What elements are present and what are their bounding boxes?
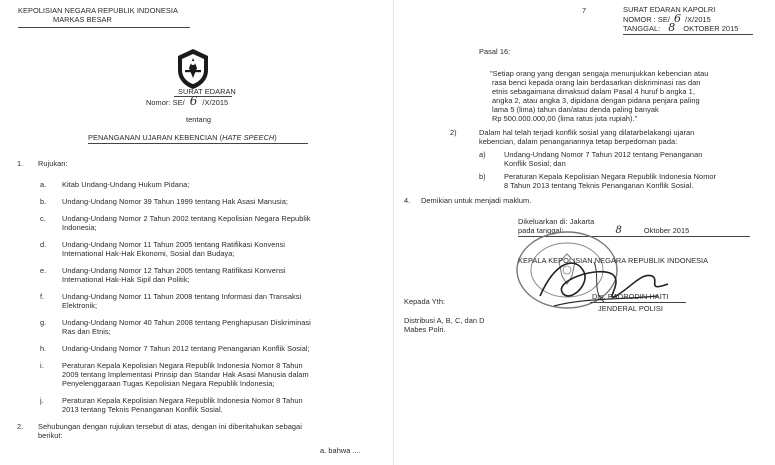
list-item: Penyelenggaraan Tugas Kepolisian Negara Republik Indonesia; [62,379,275,388]
list-item: 2013 tentang Teknis Penanganan Konflik Sosial. [62,405,223,414]
issued-day-handwritten: 8 [615,225,622,236]
list-item-letter: i. [40,361,44,370]
list-item: Undang-Undang Nomor 40 Tahun 2008 tentang Penghapusan Diskriminasi [62,318,311,327]
sign-institution: KEPALA KEPOLISIAN NEGARA REPUBLIK INDONESIA [518,256,709,265]
item4-number: 4. [404,196,411,205]
to-label: Kepada Yth: [404,297,446,306]
list-item: Elektronik; [62,301,98,310]
list-item: International Hak-Hak Ekonomi, Sosial dan Budaya; [62,249,235,258]
item4-text: Demikian untuk menjadi maklum. [421,196,532,205]
about-label: tentang [186,115,212,124]
item1-number: 1. [17,159,24,168]
sub-item-letter: b) [479,172,486,181]
header-underline [623,34,753,35]
issued-month-year: Oktober 2015 [643,226,690,235]
list-item-letter: h. [40,344,47,353]
distribution-line2: Mabes Polri. [404,325,446,334]
sub-item: 8 Tahun 2013 tentang Teknis Penanganan Konflik Sosial. [504,181,694,190]
item2-number: 2. [17,422,24,431]
list-item: Ras dan Etnis; [62,327,111,336]
doc-number [146,94,229,108]
pasal-title: Pasal 16: [479,47,511,56]
pasal-text: angka 2, atau angka 3, dipidana dengan pidana penjara paling [492,96,700,105]
sub-item: Konflik Sosial; dan [504,159,566,168]
doc-type: SURAT EDARAN [178,87,236,96]
header-date-suffix: OKTOBER 2015 [683,24,739,33]
item2-text: berikut: [38,431,63,440]
point-number: 2) [450,128,457,137]
point-text: Dalam hal telah terjadi konflik sosial yang dilatarbelakangi ujaran [479,128,695,137]
list-item-letter: j. [40,396,44,405]
list-item: Undang-Undang Nomor 12 Tahun 2005 tentang Ratifikasi Konvensi [62,266,286,275]
sub-item: Peraturan Kepala Kepolisian Negara Republik Indonesia Nomor [504,172,717,181]
header-date-handwritten: 8 [668,21,676,34]
list-item-letter: d. [40,240,47,249]
header-number-handwritten: 6 [673,12,682,25]
issued-on-label: pada tanggal: [518,226,564,235]
subject-underline [88,143,308,144]
list-item: Undang-Undang Nomor 11 Tahun 2005 tentang Ratifikasi Konvensi [62,240,285,249]
list-item-letter: c. [40,214,46,223]
signer-name-underline [590,302,686,303]
doc-number-handwritten: 6 [189,94,198,108]
pasal-text: "Setiap orang yang dengan sengaja menunjukkan kebencian atau [490,69,709,78]
subject-title [88,133,277,142]
subject-close: ) [274,133,277,142]
list-item-letter: a. [40,180,47,189]
list-item: International Hak-Hak Sipil dan Politik; [62,275,190,284]
police-emblem-icon [175,48,211,90]
header-date [623,23,738,33]
distribution-line1: Distribusi A, B, C, dan D [404,316,485,325]
sub-item-letter: a) [479,150,486,159]
continuation-marker: a. bahwa .... [320,446,361,455]
pasal-text: lama 5 (lima) tahun dan/atau denda paling banyak [492,105,659,114]
list-item: Undang-Undang Nomor 39 Tahun 1999 tentang Hak Asasi Manusia; [62,197,288,206]
issued-at: Dikeluarkan di: Jakarta [518,217,595,226]
list-item: Indonesia; [62,223,97,232]
institution-underline [18,27,190,28]
list-item: 2009 tentang Implementasi Prinsip dan Standar Hak Asasi Manusia dalam [62,370,309,379]
header-number-prefix: NOMOR : SE/ [623,15,670,24]
subject-main: PENANGANAN UJARAN KEBENCIAN ( [88,133,223,142]
list-item: Undang-Undang Nomor 7 Tahun 2012 tentang Penanganan Konflik Sosial; [62,344,310,353]
item2-text: Sehubungan dengan rujukan tersebut di atas, dengan ini diberitahukan sebagai [38,422,302,431]
list-item: Peraturan Kepala Kepolisian Negara Republik Indonesia Nomor 8 Tahun [62,361,303,370]
list-item: Undang-Undang Nomor 2 Tahun 2002 tentang Kepolisian Negara Republik [62,214,311,223]
doc-number-prefix: Nomor: SE/ [146,98,185,107]
header-date-prefix: TANGGAL: [623,24,661,33]
pasal-text: Rp 500.000.000,00 (lima ratus juta rupiah)." [492,114,638,123]
signer-name: Drs. BADRODIN HAITI [592,292,669,301]
page-number: 7 [582,6,587,15]
list-item-letter: b. [40,197,47,206]
doc-number-suffix: /X/2015 [202,98,229,107]
institution-line1: KEPOLISIAN NEGARA REPUBLIK INDONESIA [18,6,178,15]
header-number-suffix: /X/2015 [685,15,711,24]
pasal-text: etnis sebagaimana dimaksud dalam Pasal 4 huruf b angka 1, [492,87,695,96]
subject-italic: HATE SPEECH [222,133,275,142]
list-item: Peraturan Kepala Kepolisian Negara Republik Indonesia Nomor 8 Tahun [62,396,303,405]
signer-rank: JENDERAL POLISI [598,304,663,313]
list-item: Kitab Undang-Undang Hukum Pidana; [62,180,190,189]
list-item: Undang-Undang Nomor 11 Tahun 2008 tentang Informasi dan Transaksi [62,292,302,301]
item1-title: Rujukan: [38,159,68,168]
list-item-letter: f. [40,292,45,301]
right-page [394,0,775,465]
pasal-text: rasa benci kepada orang lain berdasarkan diskriminasi ras dan [492,78,701,87]
institution-line2: MARKAS BESAR [53,15,112,24]
list-item-letter: g. [40,318,47,327]
sub-item: Undang-Undang Nomor 7 Tahun 2012 tentang Penanganan [504,150,703,159]
header-line1: SURAT EDARAN KAPOLRI [623,5,716,14]
list-item-letter: e. [40,266,47,275]
point-text: kebencian, dalam penanganannya tetap berpedoman pada: [479,137,678,146]
